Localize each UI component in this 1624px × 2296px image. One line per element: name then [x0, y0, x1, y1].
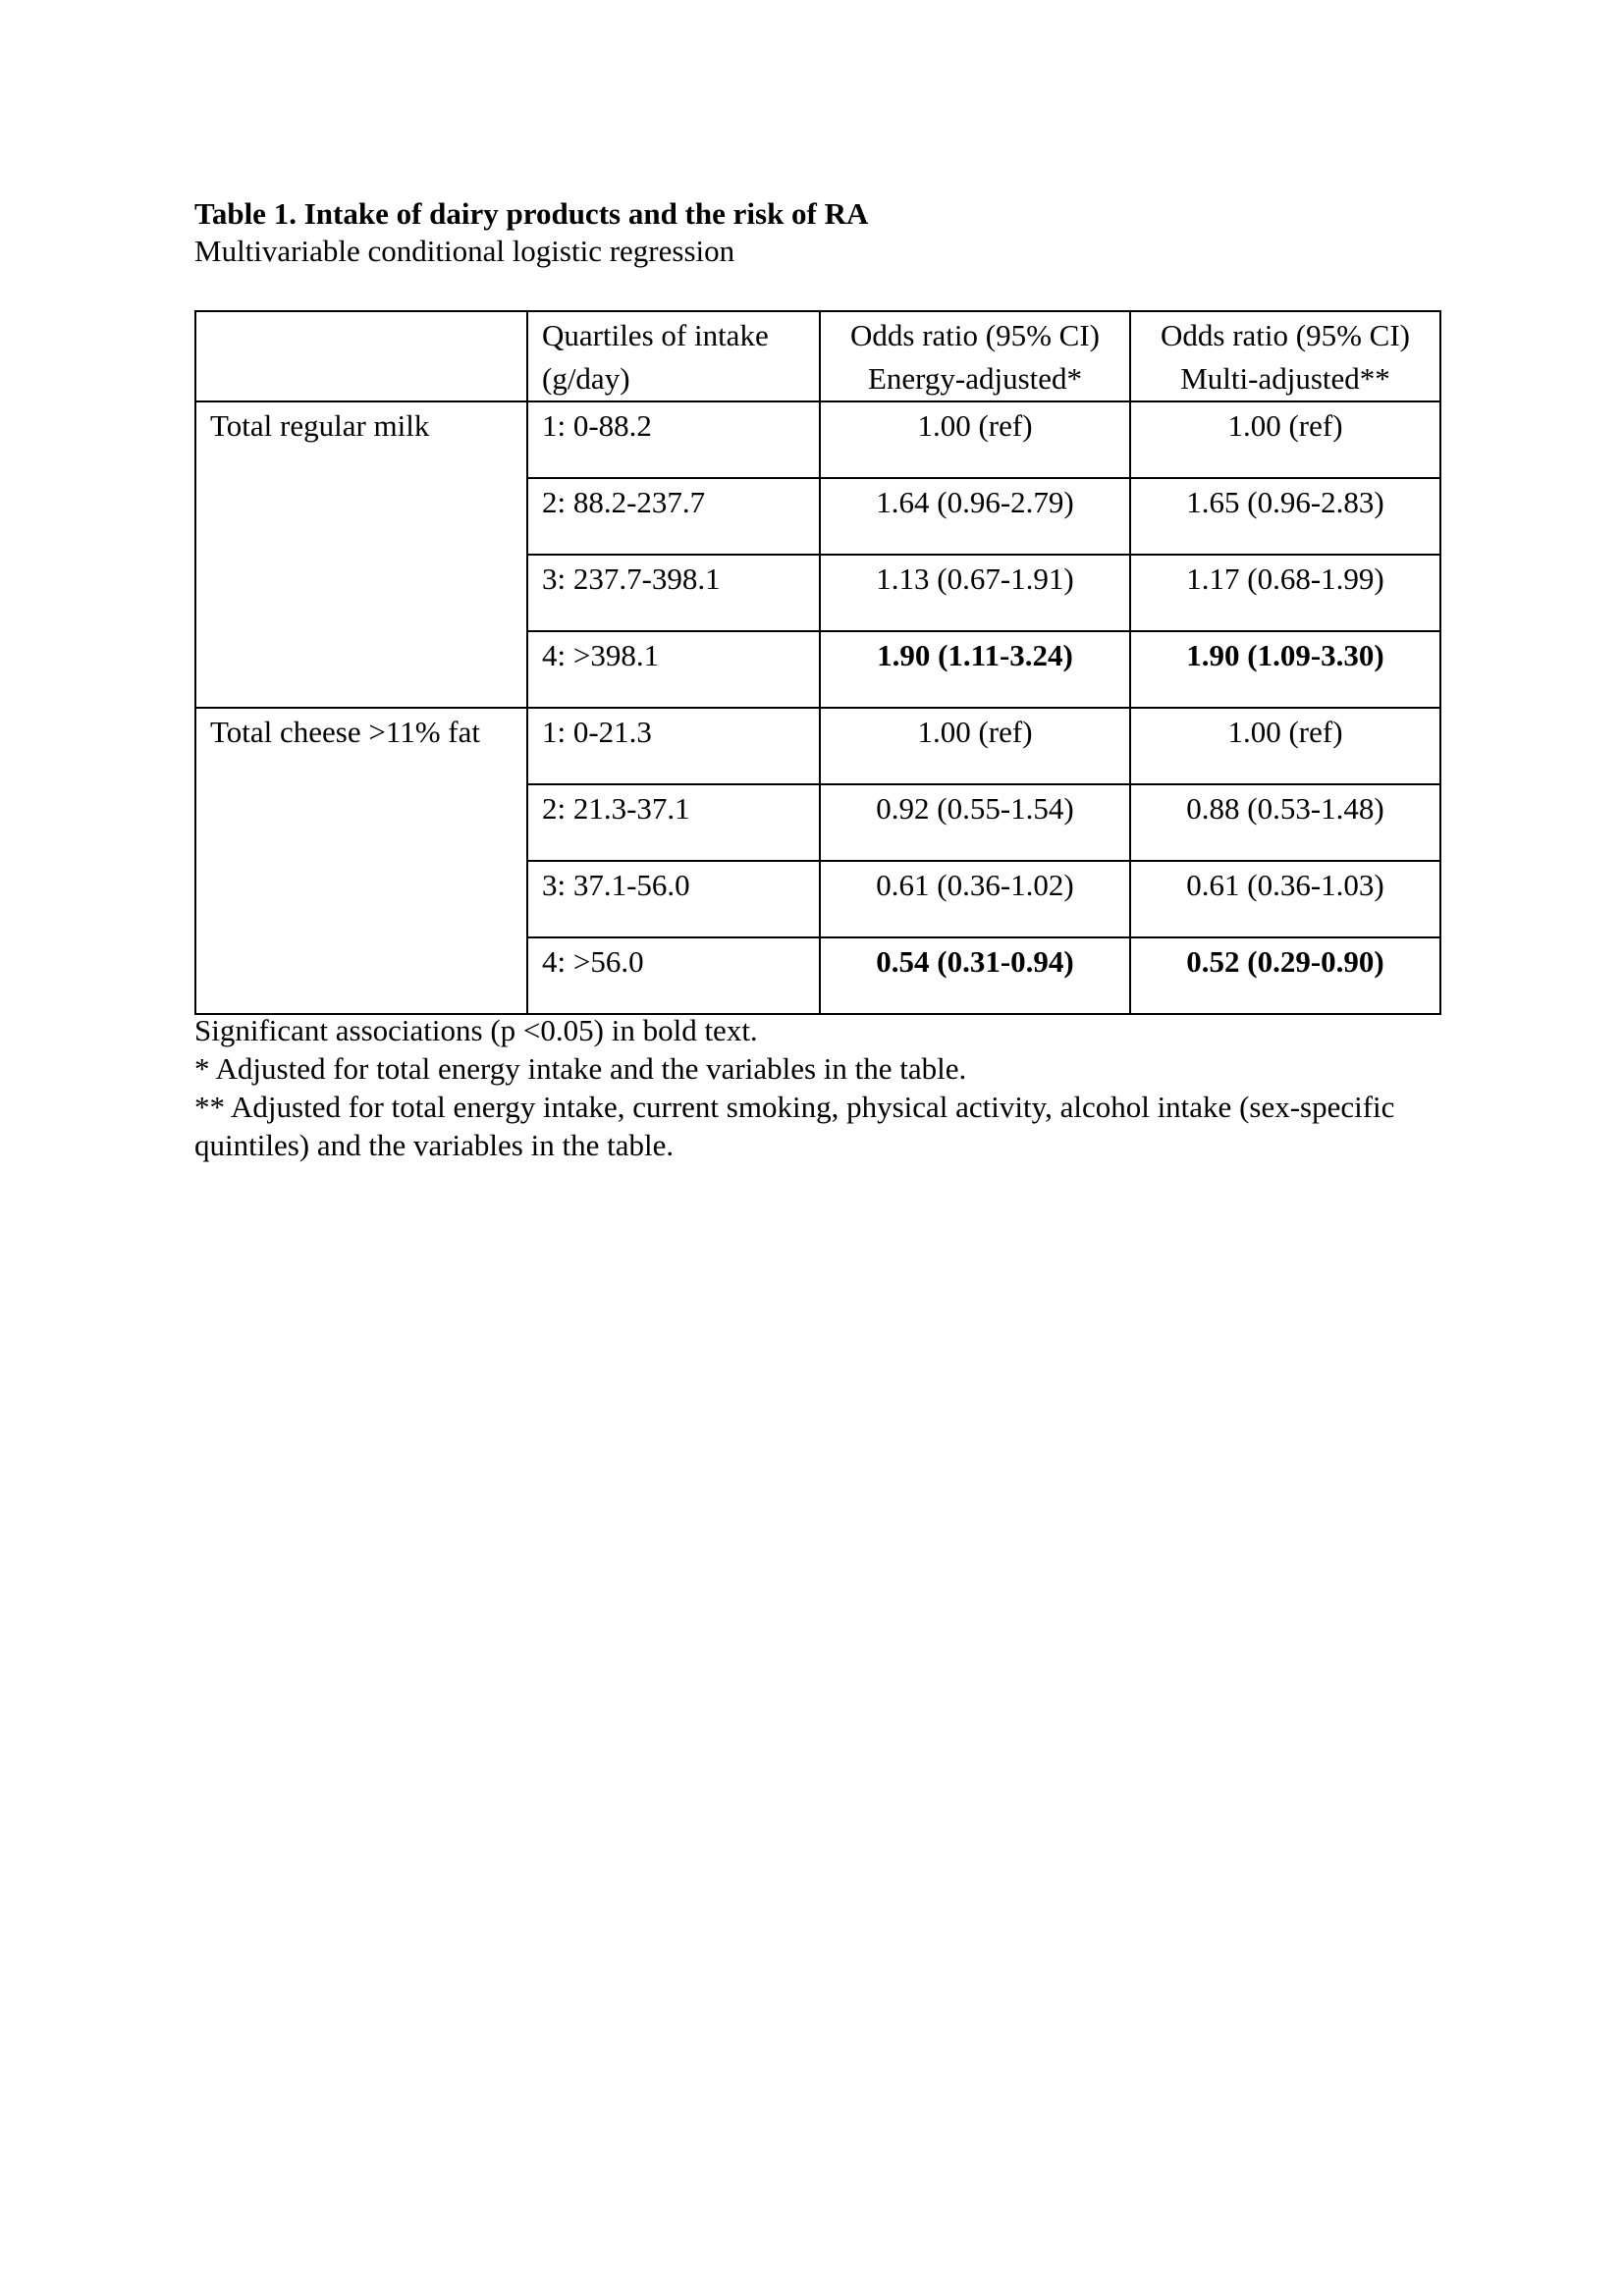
energy-adjusted-cell: 1.90 (1.11-3.24) — [820, 631, 1130, 708]
table-title: Table 1. Intake of dairy products and the risk of RA — [194, 196, 869, 231]
header-empty — [195, 311, 527, 401]
quartile-cell: 3: 237.7-398.1 — [527, 555, 820, 631]
quartile-cell: 1: 0-88.2 — [527, 401, 820, 478]
footnote-multi-adjusted: ** Adjusted for total energy intake, current smoking, physical activity, alcohol intake (sex-specific quintiles) and the variables in the table. — [194, 1090, 1395, 1162]
quartile-cell: 3: 37.1-56.0 — [527, 861, 820, 937]
multi-adjusted-cell: 0.88 (0.53-1.48) — [1130, 784, 1440, 861]
header-energy-line1: Odds ratio (95% CI) — [850, 318, 1100, 352]
row-group-label: Total cheese >11% fat — [195, 708, 527, 1014]
multi-adjusted-cell: 1.00 (ref) — [1130, 708, 1440, 784]
energy-adjusted-cell: 0.61 (0.36-1.02) — [820, 861, 1130, 937]
header-energy-adjusted — [820, 311, 1130, 401]
footnote-energy-adjusted: * Adjusted for total energy intake and the variables in the table. — [194, 1051, 967, 1086]
multi-adjusted-cell: 0.52 (0.29-0.90) — [1130, 937, 1440, 1014]
multi-adjusted-cell: 1.90 (1.09-3.30) — [1130, 631, 1440, 708]
table-header-row — [195, 311, 1440, 401]
header-multi-line1: Odds ratio (95% CI) — [1161, 318, 1410, 352]
energy-adjusted-cell: 0.92 (0.55-1.54) — [820, 784, 1130, 861]
table-row — [195, 708, 1440, 784]
quartile-cell: 2: 88.2-237.7 — [527, 478, 820, 555]
quartile-cell: 2: 21.3-37.1 — [527, 784, 820, 861]
table-subtitle: Multivariable conditional logistic regression — [194, 234, 735, 268]
multi-adjusted-cell: 1.17 (0.68-1.99) — [1130, 555, 1440, 631]
row-group-label: Total regular milk — [195, 401, 527, 708]
energy-adjusted-cell: 1.00 (ref) — [820, 401, 1130, 478]
header-energy-line2: Energy-adjusted* — [867, 361, 1083, 396]
energy-adjusted-cell: 0.54 (0.31-0.94) — [820, 937, 1130, 1014]
energy-adjusted-cell: 1.64 (0.96-2.79) — [820, 478, 1130, 555]
footnote-significance: Significant associations (p <0.05) in bold text. — [194, 1013, 758, 1047]
multi-adjusted-cell: 1.65 (0.96-2.83) — [1130, 478, 1440, 555]
quartile-cell: 4: >56.0 — [527, 937, 820, 1014]
multi-adjusted-cell: 0.61 (0.36-1.03) — [1130, 861, 1440, 937]
table-footnotes — [194, 1011, 1461, 1164]
header-quartiles-line1: Quartiles of intake — [542, 318, 769, 352]
header-multi-line2: Multi-adjusted** — [1180, 361, 1390, 396]
table-row — [195, 401, 1440, 478]
energy-adjusted-cell: 1.13 (0.67-1.91) — [820, 555, 1130, 631]
dairy-risk-table — [194, 310, 1441, 1015]
energy-adjusted-cell: 1.00 (ref) — [820, 708, 1130, 784]
quartile-cell: 4: >398.1 — [527, 631, 820, 708]
header-multi-adjusted — [1130, 311, 1440, 401]
header-quartiles — [527, 311, 820, 401]
multi-adjusted-cell: 1.00 (ref) — [1130, 401, 1440, 478]
quartile-cell: 1: 0-21.3 — [527, 708, 820, 784]
header-quartiles-line2: (g/day) — [542, 361, 630, 396]
